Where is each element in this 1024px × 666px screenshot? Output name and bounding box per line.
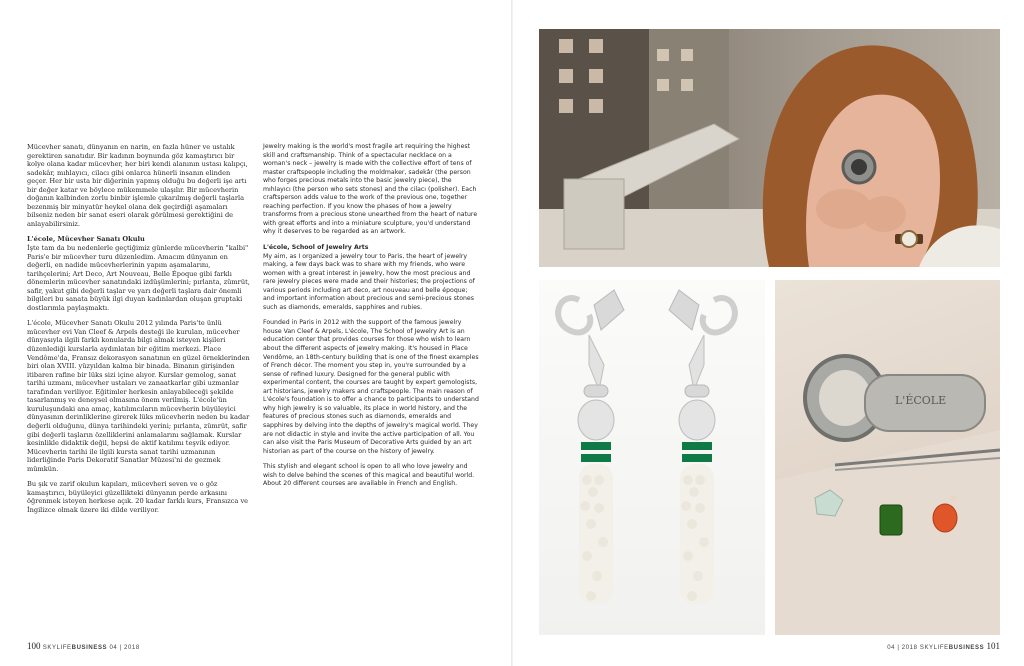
brand-bold-left: BUSINESS: [71, 645, 108, 651]
watch-face: [901, 231, 917, 247]
english-section-heading: L'école, School of Jewelry Arts: [263, 244, 369, 252]
folio-right: [887, 641, 1000, 651]
turkish-intro-paragraph: Mücevher sanatı, dünyanın en narin, en fazla hüner ve ustalık gerektiren sanatıdır. Bir kadının boynunda göz kamaştırıcı bir kolye olana kadar mücevher, her biri kendi alanının ustası kalıpçı, sadekâr, mıhlayıcı, cilacı gibi onlarca hünerli insanın elinden geçer. Her bir usta bir diğerinin yapmış olduğu bu değerli işe artı bir değer katar ve böylece mükemmele ulaşılır. Bir mücevherin doğanın kalbinden zorlu binbir işlemle çıkarılmış değerli taşlarla bezenmiş bir minyatür heykel olana dek geçirdiği aşamaları bilseniz neden bir sanat eseri olarak görülmesi gerektiğini de anlayabilirsiniz.: [27, 143, 248, 228]
page-number-right: 101: [986, 641, 1000, 651]
english-paragraph-1: My aim, as I organized a jewelry tour to Paris, the heart of jewelry making, a few days back was to share with my friends, who were women with a great interest in jewelry, how the most precious and rare jewelry pieces were made and their histories; the projections of various periods including art deco, art nouveau and belle époque; and important information about precious and semi-precious stones such as diamonds, emeralds, sapphires and rubies.: [263, 252, 475, 311]
loupe-engraving: L'ÉCOLE: [895, 394, 947, 407]
gem-orange: [933, 504, 957, 532]
turkish-paragraph-2: L'école, Mücevher Sanatı Okulu 2012 yılında Paris'te ünlü mücevher evi Van Cleef & Arpels desteği ile kurulan, mücevher dünyasıyla ilgili farklı konularda bilgi almak isteyen kişileri düzenlediği kurslarla aydınlatan bir eğitim merkezi. Place Vendôme'da, Fransız dekorasyon sanatının en güzel örneklerinden biri olan XVIII. yüzyıldan kalma bir binada. Binanın girişinden itibaren rafine bir lüks sizi içine alıyor. Kurslar gemolog, sanat tarihi uzmanı, mücevher ustaları ve zanaatkarlar gibi uzmanlar tarafından veriliyor. Eğitimler herkesin anlayabileceği şekilde tasarlanmış ve deneysel olmasına önem verilmiş. L'école'ün kuruluşundaki ana amaç, katılımcıların mücevherin büyüleyici dünyasının derinliklerine girerek lüks mücevherin neden bu kadar değerli olduğunu, dünya tarihindeki yerini; pırlanta, zümrüt, safir gibi değerli taşların özelliklerini anlamalarını sağlamak. Kurslar kesinlikle didaktik değil, hepsi de aktif katılımı teşvik ediyor. Mücevherin tarihi ile ilgili kursta sanat tarihi uzmanının liderliğinde Paris Dekoratif Sanatlar Müzesi'ni de gezmek mümkün.: [27, 319, 250, 473]
earring-left: [558, 290, 624, 604]
loupe-object: [805, 356, 985, 440]
turkish-section-heading: L'école, Mücevher Sanatı Okulu: [27, 235, 145, 244]
turkish-paragraph-3: Bu şık ve zarif okulun kapıları, mücevheri seven ve o göz kamaştırıcı, büyüleyici güzellikteki dünyanın perde arkasını öğrenmek isteyen herkese açık. 20 kadar farklı kurs, Fransızca ve İngilizce olmak üzere iki dilde veriliyor.: [27, 480, 249, 514]
photo-earrings: [539, 280, 765, 635]
page-number-left: 100: [27, 641, 41, 651]
english-article-column: [263, 143, 481, 496]
woman-loupe-illustration: [539, 29, 1000, 267]
brand-light-right: SKYLIFE: [919, 645, 949, 651]
page-gutter: [511, 0, 513, 666]
gem-green: [880, 505, 902, 535]
emerald-band-right-2: [682, 454, 712, 462]
turkish-paragraph-1: İşte tam da bu nedenlerle geçtiğimiz günlerde mücevherin "kalbi" Paris'e bir mücevher turu düzenledim. Amacım dünyanın en değerli, en nadide mücevherlerinin yapım aşamalarını, tarihçelerini; Art Deco, Art Nouveau, Belle Époque gibi farklı dönemlerin mücevher sanatındaki izdüşümlerini; pırlanta, zümrüt, safir, yakut gibi değerli taşlar ve yarı değerli taşlara dair önemli bilgileri bu sanata büyük ilgi duyan kadınlardan oluşan gruptaki dostlarımla paylaşmaktı.: [27, 244, 250, 312]
english-intro-paragraph: Jewelry making is the world's most fragile art requiring the highest skill and craftsmanship. Think of a spectacular necklace on a woman's neck – jewelry is made with the collective effort of tens of master craftspeople including the moldmaker, sadekâr (the person who forges precious metals into the basic jewelry piece), the mıhlayıcı (the person who sets stones) and the cilacı (polisher). Each craftsperson adds value to the work of the previous one, together reaching perfection. If you know the phases of how a jewelry transforms from a precious stone unearthed from the heart of nature with great efforts and into a miniature sculpture, you'd understand why it deserves to be regarded as an artwork.: [263, 143, 478, 236]
english-paragraph-3: This stylish and elegant school is open to all who love jewelry and wish to delve behind the scenes of this magical and beautiful world. About 20 different courses are available in French and English.: [263, 463, 475, 488]
emerald-band-left-2: [581, 454, 611, 462]
brand-light-left: SKYLIFE: [42, 645, 72, 651]
loupe-gems-illustration: [775, 280, 1000, 635]
earrings-illustration: [539, 280, 765, 635]
issue-right: 04 | 2018: [887, 645, 918, 651]
brand-bold-right: BUSINESS: [948, 645, 985, 651]
issue-left: 04 | 2018: [109, 645, 140, 651]
folio-left: [27, 641, 140, 651]
earring-right: [669, 290, 735, 604]
photo-woman-with-loupe: [539, 29, 1000, 267]
turkish-article-column: [27, 143, 252, 521]
english-paragraph-2: Founded in Paris in 2012 with the support of the famous jewelry house Van Cleef & Arpels, L'école, The School of Jewelry Art is an education center that provides courses for those who wish to learn about the different aspects of jewelry making. It's housed in Place Vendôme, an 18th-century building that is one of the finest examples of French décor. The moment you step in, you're surrounded by a sense of refined luxury. Designed for the general public with experimental content, the courses are taught by expert gemologists, art historians, jewelry makers and craftspeople. The main reason of L'école's foundation is to offer a chance to participants to understand why high jewelry is so valuable, its place in world history, and the features of precious stones such as diamonds, emeralds and sapphires by delving into the depths of jewelry's magical world. They are not didactic in style and invite the active participation of all. You can also visit the Paris Museum of Decorative Arts guided by an art historian as part of the course on the history of jewelry.: [263, 319, 479, 455]
emerald-band-right-1: [682, 442, 712, 450]
emerald-band-left-1: [581, 442, 611, 450]
hand-right: [862, 196, 906, 232]
photo-loupe-and-gems: [775, 280, 1000, 635]
lamp-base: [564, 179, 624, 249]
